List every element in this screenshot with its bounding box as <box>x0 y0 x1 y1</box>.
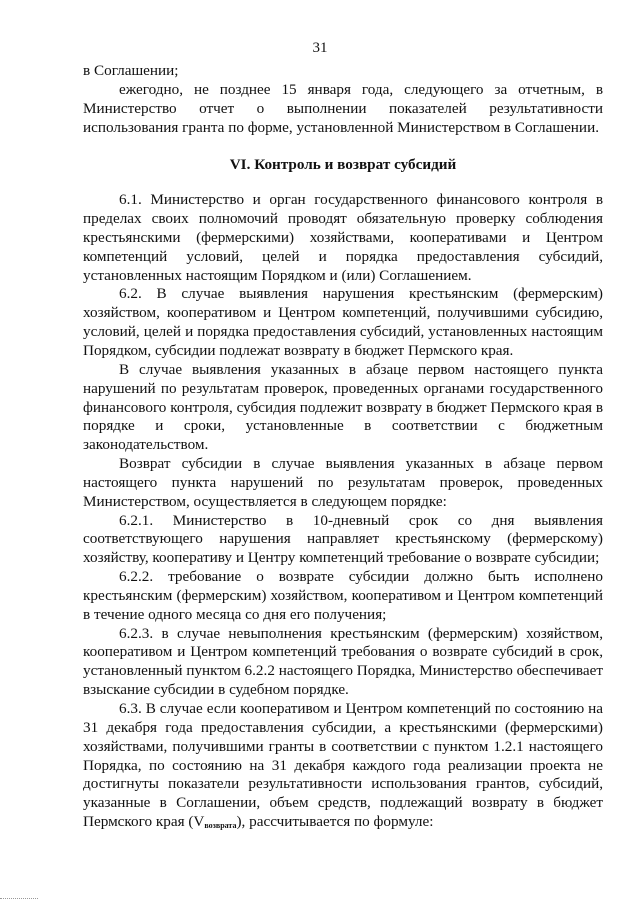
paragraph-annual-report: ежегодно, не позднее 15 января года, следующего за отчетным, в Министерство отчет о выполнении показателей результативности использования гранта по форме, установленной Министерством в Соглашении. <box>83 80 603 136</box>
paragraph-6-2: 6.2. В случае выявления нарушения крестьянским (фермерским) хозяйством, кооперативом и Центром компетенций, получившими субсидию, условий, целей и порядка предоставления субсидий, установленных настоящим Порядком, субсидии подлежат возврату в бюджет Пермского края. <box>83 285 603 359</box>
document-body <box>83 62 603 836</box>
paragraph-6-2-2: 6.2.2. требование о возврате субсидии должно быть исполнено крестьянским (фермерским) хозяйством, кооперативом и Центром компетенций в течение одного месяца со дня его получения; <box>83 568 603 623</box>
paragraph-6-2-3: 6.2.3. в случае невыполнения крестьянским (фермерским) хозяйством, кооперативом и Центром компетенций требования о возврате субсидий в срок, установленный пунктом 6.2.2 настоящего Порядка, Министерство обеспечивает взыскание субсидии в судебном порядке. <box>83 624 603 699</box>
section-heading: VI. Контроль и возврат субсидий <box>229 156 457 174</box>
paragraph-agreement-end: в Соглашении; <box>83 62 179 79</box>
paragraph-6-3-tail: ), рассчитывается по формуле: <box>236 813 434 831</box>
paragraph-6-2-control-violations: В случае выявления указанных в абзаце первом настоящего пункта нарушений по результатам проверок, проведенных органами государственного финансового контроля, субсидия подлежит возврату в бюджет Пермского края в порядке и сроки, установленные в соответствии с бюджетным законодательством. <box>83 360 603 454</box>
paragraph-6-3 <box>83 700 603 836</box>
paragraph-6-1: 6.1. Министерство и орган государственного финансового контроля в пределах своих полномочий проводят обязательную проверку соблюдения крестьянскими (фермерскими) хозяйствами, кооперативами и Центром компетенций условий, целей и порядка предоставления субсидий, установленных настоящим Порядком и (или) Соглашением. <box>83 191 603 284</box>
scan-edge-mark <box>0 898 38 905</box>
paragraph-6-2-1: 6.2.1. Министерство в 10-дневный срок со дня выявления соответствующего нарушения направляет крестьянскому (фермерскому) хозяйству, кооперативу и Центру компетенций требование о возврате субсидии; <box>83 511 603 567</box>
formula-subscript: возврата <box>204 821 237 831</box>
paragraph-6-3-text: 6.3. В случае если кооперативом и Центром компетенций по состоянию на 31 декабря года предоставления субсидии, а крестьянскими (фермерскими) хозяйствами, получившими гранты в соответствии с пунктом 1.2.1 настоящего Порядка, по состоянию на 31 декабря каждого года реализации проекта не достигнуты показатели результативности использования грантов, субсидий, указанные в Соглашении, объем средств, подлежащий возврату в бюджет Пермского края (V <box>83 700 603 831</box>
page-number: 31 <box>312 40 328 56</box>
paragraph-6-2-return-order: Возврат субсидии в случае выявления указанных в абзаце первом настоящего пункта нарушений по результатам проверок, проведенных Министерством, осуществляется в следующем порядке: <box>83 455 603 510</box>
